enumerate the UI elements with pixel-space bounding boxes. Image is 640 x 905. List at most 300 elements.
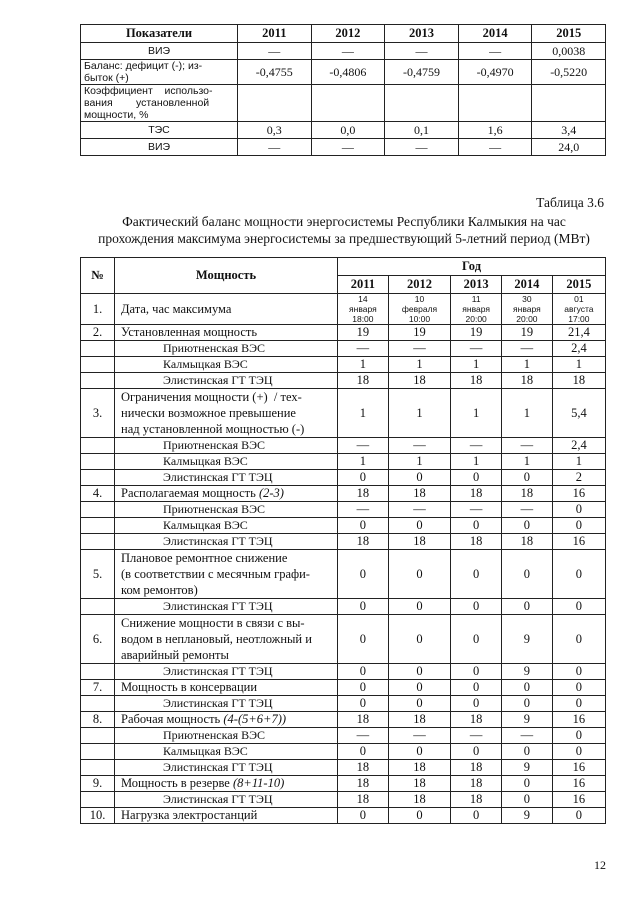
- value-cell: 0: [338, 744, 389, 760]
- value-cell: 0: [338, 808, 389, 824]
- value-cell: 0: [338, 615, 389, 664]
- table-row: [81, 744, 606, 760]
- value-cell: 0: [388, 744, 451, 760]
- value-cell: 1: [338, 389, 389, 438]
- value-cell: 18: [338, 534, 389, 550]
- table-row: [81, 518, 606, 534]
- value-cell: 1: [388, 454, 451, 470]
- value-cell: 18: [451, 776, 502, 792]
- row-name-text: Калмыцкая ВЭС: [163, 357, 248, 371]
- row-name-text: Элистинская ГТ ТЭЦ: [163, 470, 273, 484]
- indicator-value: [385, 85, 459, 122]
- value-cell: 18: [552, 373, 605, 389]
- value-cell: 1: [451, 389, 502, 438]
- indicator-value: [458, 85, 532, 122]
- table-row: [81, 728, 606, 744]
- row-name-text: Дата, час максимума: [121, 301, 232, 316]
- indicators-table: [80, 24, 606, 156]
- value-cell: 0: [552, 502, 605, 518]
- table-row: [81, 294, 606, 325]
- value-cell: 1: [502, 454, 553, 470]
- indicators-row: [81, 43, 606, 60]
- value-cell: 0: [552, 550, 605, 599]
- row-formula: (4-(5+6+7)): [223, 712, 287, 726]
- max-date-cell: 30 января 20:00: [502, 294, 553, 325]
- value-cell: 0: [388, 808, 451, 824]
- station-name: [115, 518, 338, 534]
- value-cell: 0: [451, 518, 502, 534]
- indicator-label: [81, 60, 238, 85]
- value-cell: 18: [451, 792, 502, 808]
- indicators-row: [81, 60, 606, 85]
- row-name: [115, 294, 338, 325]
- value-cell: 1: [502, 357, 553, 373]
- value-cell: 0: [388, 680, 451, 696]
- value-cell: 18: [388, 534, 451, 550]
- value-cell: 0: [502, 550, 553, 599]
- value-cell: —: [502, 438, 553, 454]
- value-cell: 0: [502, 599, 553, 615]
- row-number: [81, 518, 115, 534]
- station-name: [115, 664, 338, 680]
- max-date-cell: 10 февраля 10:00: [388, 294, 451, 325]
- row-number: [81, 357, 115, 373]
- value-cell: 18: [502, 534, 553, 550]
- value-cell: 18: [338, 373, 389, 389]
- indicator-value: 3,4: [532, 122, 606, 139]
- value-cell: 1: [451, 454, 502, 470]
- row-number: [81, 534, 115, 550]
- value-cell: —: [388, 728, 451, 744]
- value-cell: 18: [451, 760, 502, 776]
- table-row: [81, 664, 606, 680]
- value-cell: —: [451, 438, 502, 454]
- value-cell: —: [451, 502, 502, 518]
- row-number: [81, 502, 115, 518]
- station-name: [115, 534, 338, 550]
- indicator-value: —: [311, 139, 385, 156]
- row-name-text: Приютненская ВЭС: [163, 438, 266, 452]
- value-cell: 1: [451, 357, 502, 373]
- header-year: 2011: [238, 25, 312, 43]
- table-row: [81, 389, 606, 438]
- value-cell: 0: [338, 518, 389, 534]
- value-cell: 18: [338, 760, 389, 776]
- row-name-text: Мощность в резерве: [121, 776, 230, 790]
- row-name-line: (в соответствии с месячным графи-: [121, 567, 310, 581]
- station-name: [115, 599, 338, 615]
- value-cell: —: [338, 728, 389, 744]
- value-cell: 0: [502, 744, 553, 760]
- value-cell: 18: [451, 712, 502, 728]
- value-cell: 0: [552, 615, 605, 664]
- value-cell: 0: [451, 615, 502, 664]
- table-row: [81, 357, 606, 373]
- value-cell: 0: [552, 728, 605, 744]
- indicator-value: —: [238, 43, 312, 60]
- value-cell: 1: [502, 389, 553, 438]
- value-cell: 1: [338, 454, 389, 470]
- value-cell: 0: [552, 680, 605, 696]
- row-name-text: Приютненская ВЭС: [163, 728, 266, 742]
- value-cell: 0: [338, 550, 389, 599]
- table-row: [81, 680, 606, 696]
- table-row: [81, 792, 606, 808]
- row-number: [81, 373, 115, 389]
- row-name-text: Установленная мощность: [121, 325, 258, 339]
- indicators-header-row: [81, 25, 606, 43]
- row-name-text: Нагрузка электростанций: [121, 808, 258, 822]
- header-year: 2011: [338, 276, 389, 294]
- value-cell: 0: [388, 470, 451, 486]
- value-cell: 18: [388, 760, 451, 776]
- indicator-value: 0,0: [311, 122, 385, 139]
- row-name-text: Калмыцкая ВЭС: [163, 518, 248, 532]
- header-number: №: [81, 258, 115, 294]
- row-name-line: Ограничения мощности (+) / тех-: [121, 390, 302, 404]
- value-cell: —: [338, 341, 389, 357]
- header-year: 2013: [451, 276, 502, 294]
- value-cell: 0: [388, 599, 451, 615]
- page-number: 12: [594, 858, 606, 872]
- indicator-value: -0,4755: [238, 60, 312, 85]
- table-row: [81, 534, 606, 550]
- header-year: 2015: [532, 25, 606, 43]
- row-name-line: ком ремонтов): [121, 583, 198, 597]
- value-cell: 0: [451, 550, 502, 599]
- value-cell: —: [388, 502, 451, 518]
- value-cell: 9: [502, 760, 553, 776]
- header-indicators: Показатели: [81, 25, 238, 43]
- row-number: [81, 599, 115, 615]
- row-name-text: Калмыцкая ВЭС: [163, 744, 248, 758]
- row-number: 10.: [81, 808, 115, 824]
- value-cell: 0: [552, 808, 605, 824]
- row-number: [81, 760, 115, 776]
- row-number: 5.: [81, 550, 115, 599]
- row-name-line: над установленной мощностью (-): [121, 422, 305, 436]
- indicator-label: [81, 85, 238, 122]
- table-row: [81, 454, 606, 470]
- value-cell: 0: [552, 599, 605, 615]
- value-cell: —: [338, 438, 389, 454]
- station-name: [115, 792, 338, 808]
- value-cell: 0: [338, 680, 389, 696]
- value-cell: 2,4: [552, 438, 605, 454]
- row-formula: (8+11-10): [232, 776, 285, 790]
- row-name-text: Элистинская ГТ ТЭЦ: [163, 534, 273, 548]
- value-cell: 16: [552, 486, 605, 502]
- indicators-row: [81, 122, 606, 139]
- row-name: [115, 712, 338, 728]
- value-cell: 19: [451, 325, 502, 341]
- row-number: [81, 664, 115, 680]
- station-name: [115, 744, 338, 760]
- row-name-line: Плановое ремонтное снижение: [121, 551, 288, 565]
- indicator-label: ТЭС: [81, 122, 238, 139]
- power-balance-table: [80, 257, 606, 824]
- value-cell: 0: [451, 744, 502, 760]
- row-name: [115, 325, 338, 341]
- row-name: [115, 808, 338, 824]
- value-cell: 0: [502, 696, 553, 712]
- table-number: Таблица 3.6: [536, 195, 604, 210]
- header-year: 2012: [388, 276, 451, 294]
- value-cell: 1: [388, 357, 451, 373]
- indicator-value: 24,0: [532, 139, 606, 156]
- indicator-value: -0,5220: [532, 60, 606, 85]
- header-year: 2013: [385, 25, 459, 43]
- station-name: [115, 454, 338, 470]
- value-cell: 0: [502, 776, 553, 792]
- value-cell: —: [451, 341, 502, 357]
- value-cell: 1: [552, 454, 605, 470]
- row-name-text: Элистинская ГТ ТЭЦ: [163, 760, 273, 774]
- indicator-value: 0,1: [385, 122, 459, 139]
- value-cell: 18: [338, 486, 389, 502]
- value-cell: 0: [451, 680, 502, 696]
- row-name-text: Элистинская ГТ ТЭЦ: [163, 664, 273, 678]
- value-cell: 0: [388, 664, 451, 680]
- row-number: 3.: [81, 389, 115, 438]
- value-cell: 18: [388, 486, 451, 502]
- value-cell: 18: [451, 534, 502, 550]
- value-cell: 0: [451, 808, 502, 824]
- row-name-text: Элистинская ГТ ТЭЦ: [163, 599, 273, 613]
- station-name: [115, 341, 338, 357]
- table-row: [81, 712, 606, 728]
- row-number: [81, 728, 115, 744]
- value-cell: 1: [338, 357, 389, 373]
- indicator-value: 0,3: [238, 122, 312, 139]
- header-year: 2014: [458, 25, 532, 43]
- value-cell: 18: [388, 712, 451, 728]
- row-name: [115, 776, 338, 792]
- table-title: Фактический баланс мощности энергосистемы Республики Калмыкия на час прохождения максимума энергосистемы за предшествующий 5-летний период (МВт): [98, 214, 590, 246]
- value-cell: 16: [552, 776, 605, 792]
- indicator-label-line: вания установленной: [84, 97, 210, 109]
- value-cell: 16: [552, 792, 605, 808]
- row-number: 4.: [81, 486, 115, 502]
- table-row: [81, 470, 606, 486]
- header-power: Мощность: [115, 258, 338, 294]
- indicator-value: 0,0038: [532, 43, 606, 60]
- value-cell: 16: [552, 760, 605, 776]
- value-cell: 0: [388, 550, 451, 599]
- header-year: 2014: [502, 276, 553, 294]
- row-number: 7.: [81, 680, 115, 696]
- value-cell: 16: [552, 534, 605, 550]
- value-cell: 18: [338, 776, 389, 792]
- indicator-value: [311, 85, 385, 122]
- station-name: [115, 502, 338, 518]
- row-number: [81, 454, 115, 470]
- table-row: [81, 486, 606, 502]
- station-name: [115, 438, 338, 454]
- table-row: [81, 550, 606, 599]
- value-cell: 2: [552, 470, 605, 486]
- row-name: [115, 680, 338, 696]
- value-cell: 1: [388, 389, 451, 438]
- row-name-text: Приютненская ВЭС: [163, 502, 266, 516]
- value-cell: 18: [338, 712, 389, 728]
- table-row: [81, 341, 606, 357]
- value-cell: 9: [502, 615, 553, 664]
- value-cell: 0: [552, 696, 605, 712]
- value-cell: 0: [451, 470, 502, 486]
- row-name: [115, 550, 338, 599]
- station-name: [115, 470, 338, 486]
- value-cell: 0: [502, 470, 553, 486]
- table-row: [81, 502, 606, 518]
- row-number: 9.: [81, 776, 115, 792]
- station-name: [115, 373, 338, 389]
- value-cell: 0: [338, 470, 389, 486]
- indicators-row: [81, 85, 606, 122]
- value-cell: —: [388, 341, 451, 357]
- row-number: [81, 341, 115, 357]
- table-row: [81, 760, 606, 776]
- row-number: [81, 744, 115, 760]
- station-name: [115, 728, 338, 744]
- indicator-value: [532, 85, 606, 122]
- row-name: [115, 389, 338, 438]
- value-cell: 21,4: [552, 325, 605, 341]
- value-cell: 0: [552, 518, 605, 534]
- row-number: [81, 696, 115, 712]
- value-cell: 2,4: [552, 341, 605, 357]
- row-formula: (2-3): [258, 486, 284, 500]
- value-cell: —: [388, 438, 451, 454]
- row-name-text: Рабочая мощность: [121, 712, 221, 726]
- row-name-text: Мощность в консервации: [121, 680, 258, 694]
- value-cell: 0: [388, 696, 451, 712]
- row-name-text: Приютненская ВЭС: [163, 341, 266, 355]
- row-name: [115, 486, 338, 502]
- table-row: [81, 776, 606, 792]
- table-row: [81, 808, 606, 824]
- indicator-value: -0,4806: [311, 60, 385, 85]
- value-cell: 16: [552, 712, 605, 728]
- value-cell: 0: [451, 696, 502, 712]
- value-cell: 18: [388, 792, 451, 808]
- indicators-row: [81, 139, 606, 156]
- table-row: [81, 615, 606, 664]
- table-row: [81, 696, 606, 712]
- row-name-line: аварийный ремонты: [121, 648, 229, 662]
- value-cell: —: [502, 728, 553, 744]
- value-cell: 0: [451, 664, 502, 680]
- indicator-label-line: Баланс: дефицит (-); из-: [84, 60, 203, 72]
- header-year: 2015: [552, 276, 605, 294]
- row-name-text: Элистинская ГТ ТЭЦ: [163, 373, 273, 387]
- max-date-cell: 01 августа 17:00: [552, 294, 605, 325]
- value-cell: 0: [502, 518, 553, 534]
- value-cell: —: [451, 728, 502, 744]
- value-cell: 18: [338, 792, 389, 808]
- value-cell: 18: [502, 373, 553, 389]
- value-cell: 18: [388, 776, 451, 792]
- header-year-group: Год: [338, 258, 606, 276]
- value-cell: —: [502, 341, 553, 357]
- indicator-label-line: мощности, %: [84, 109, 149, 121]
- indicator-value: -0,4759: [385, 60, 459, 85]
- row-name-text: Элистинская ГТ ТЭЦ: [163, 792, 273, 806]
- value-cell: —: [338, 502, 389, 518]
- indicator-label: ВИЭ: [81, 139, 238, 156]
- indicator-value: —: [458, 43, 532, 60]
- table-row: [81, 325, 606, 341]
- value-cell: 1: [552, 357, 605, 373]
- value-cell: 0: [338, 664, 389, 680]
- indicator-value: -0,4970: [458, 60, 532, 85]
- value-cell: 0: [552, 664, 605, 680]
- indicator-label-line: быток (+): [84, 72, 129, 84]
- power-header-row: [81, 258, 606, 276]
- station-name: [115, 760, 338, 776]
- value-cell: 0: [338, 696, 389, 712]
- value-cell: 18: [451, 373, 502, 389]
- value-cell: 19: [388, 325, 451, 341]
- row-number: 8.: [81, 712, 115, 728]
- value-cell: 0: [502, 680, 553, 696]
- row-number: [81, 792, 115, 808]
- header-year: 2012: [311, 25, 385, 43]
- indicator-value: —: [458, 139, 532, 156]
- value-cell: 19: [502, 325, 553, 341]
- value-cell: 0: [502, 792, 553, 808]
- indicator-value: —: [385, 43, 459, 60]
- row-name: [115, 615, 338, 664]
- table-row: [81, 373, 606, 389]
- value-cell: 5,4: [552, 389, 605, 438]
- station-name: [115, 696, 338, 712]
- row-name-line: Снижение мощности в связи с вы-: [121, 616, 305, 630]
- max-date-cell: 11 января 20:00: [451, 294, 502, 325]
- indicator-value: —: [238, 139, 312, 156]
- row-name-line: нически возможное превышение: [121, 406, 296, 420]
- indicator-label: ВИЭ: [81, 43, 238, 60]
- value-cell: 18: [388, 373, 451, 389]
- value-cell: 9: [502, 808, 553, 824]
- value-cell: 0: [388, 615, 451, 664]
- value-cell: 9: [502, 712, 553, 728]
- value-cell: 0: [388, 518, 451, 534]
- value-cell: 9: [502, 664, 553, 680]
- indicator-value: 1,6: [458, 122, 532, 139]
- value-cell: 0: [338, 599, 389, 615]
- value-cell: 18: [451, 486, 502, 502]
- row-number: 6.: [81, 615, 115, 664]
- indicator-label-line: Коэффициент использо-: [84, 85, 213, 97]
- indicator-value: —: [311, 43, 385, 60]
- value-cell: —: [502, 502, 553, 518]
- row-name-text: Располагаемая мощность: [121, 486, 256, 500]
- table-row: [81, 438, 606, 454]
- max-date-cell: 14 января 18:00: [338, 294, 389, 325]
- row-number: [81, 438, 115, 454]
- indicator-value: [238, 85, 312, 122]
- table-row: [81, 599, 606, 615]
- value-cell: 19: [338, 325, 389, 341]
- station-name: [115, 357, 338, 373]
- value-cell: 0: [451, 599, 502, 615]
- row-name-text: Элистинская ГТ ТЭЦ: [163, 696, 273, 710]
- row-number: 1.: [81, 294, 115, 325]
- indicator-value: —: [385, 139, 459, 156]
- row-number: [81, 470, 115, 486]
- value-cell: 18: [502, 486, 553, 502]
